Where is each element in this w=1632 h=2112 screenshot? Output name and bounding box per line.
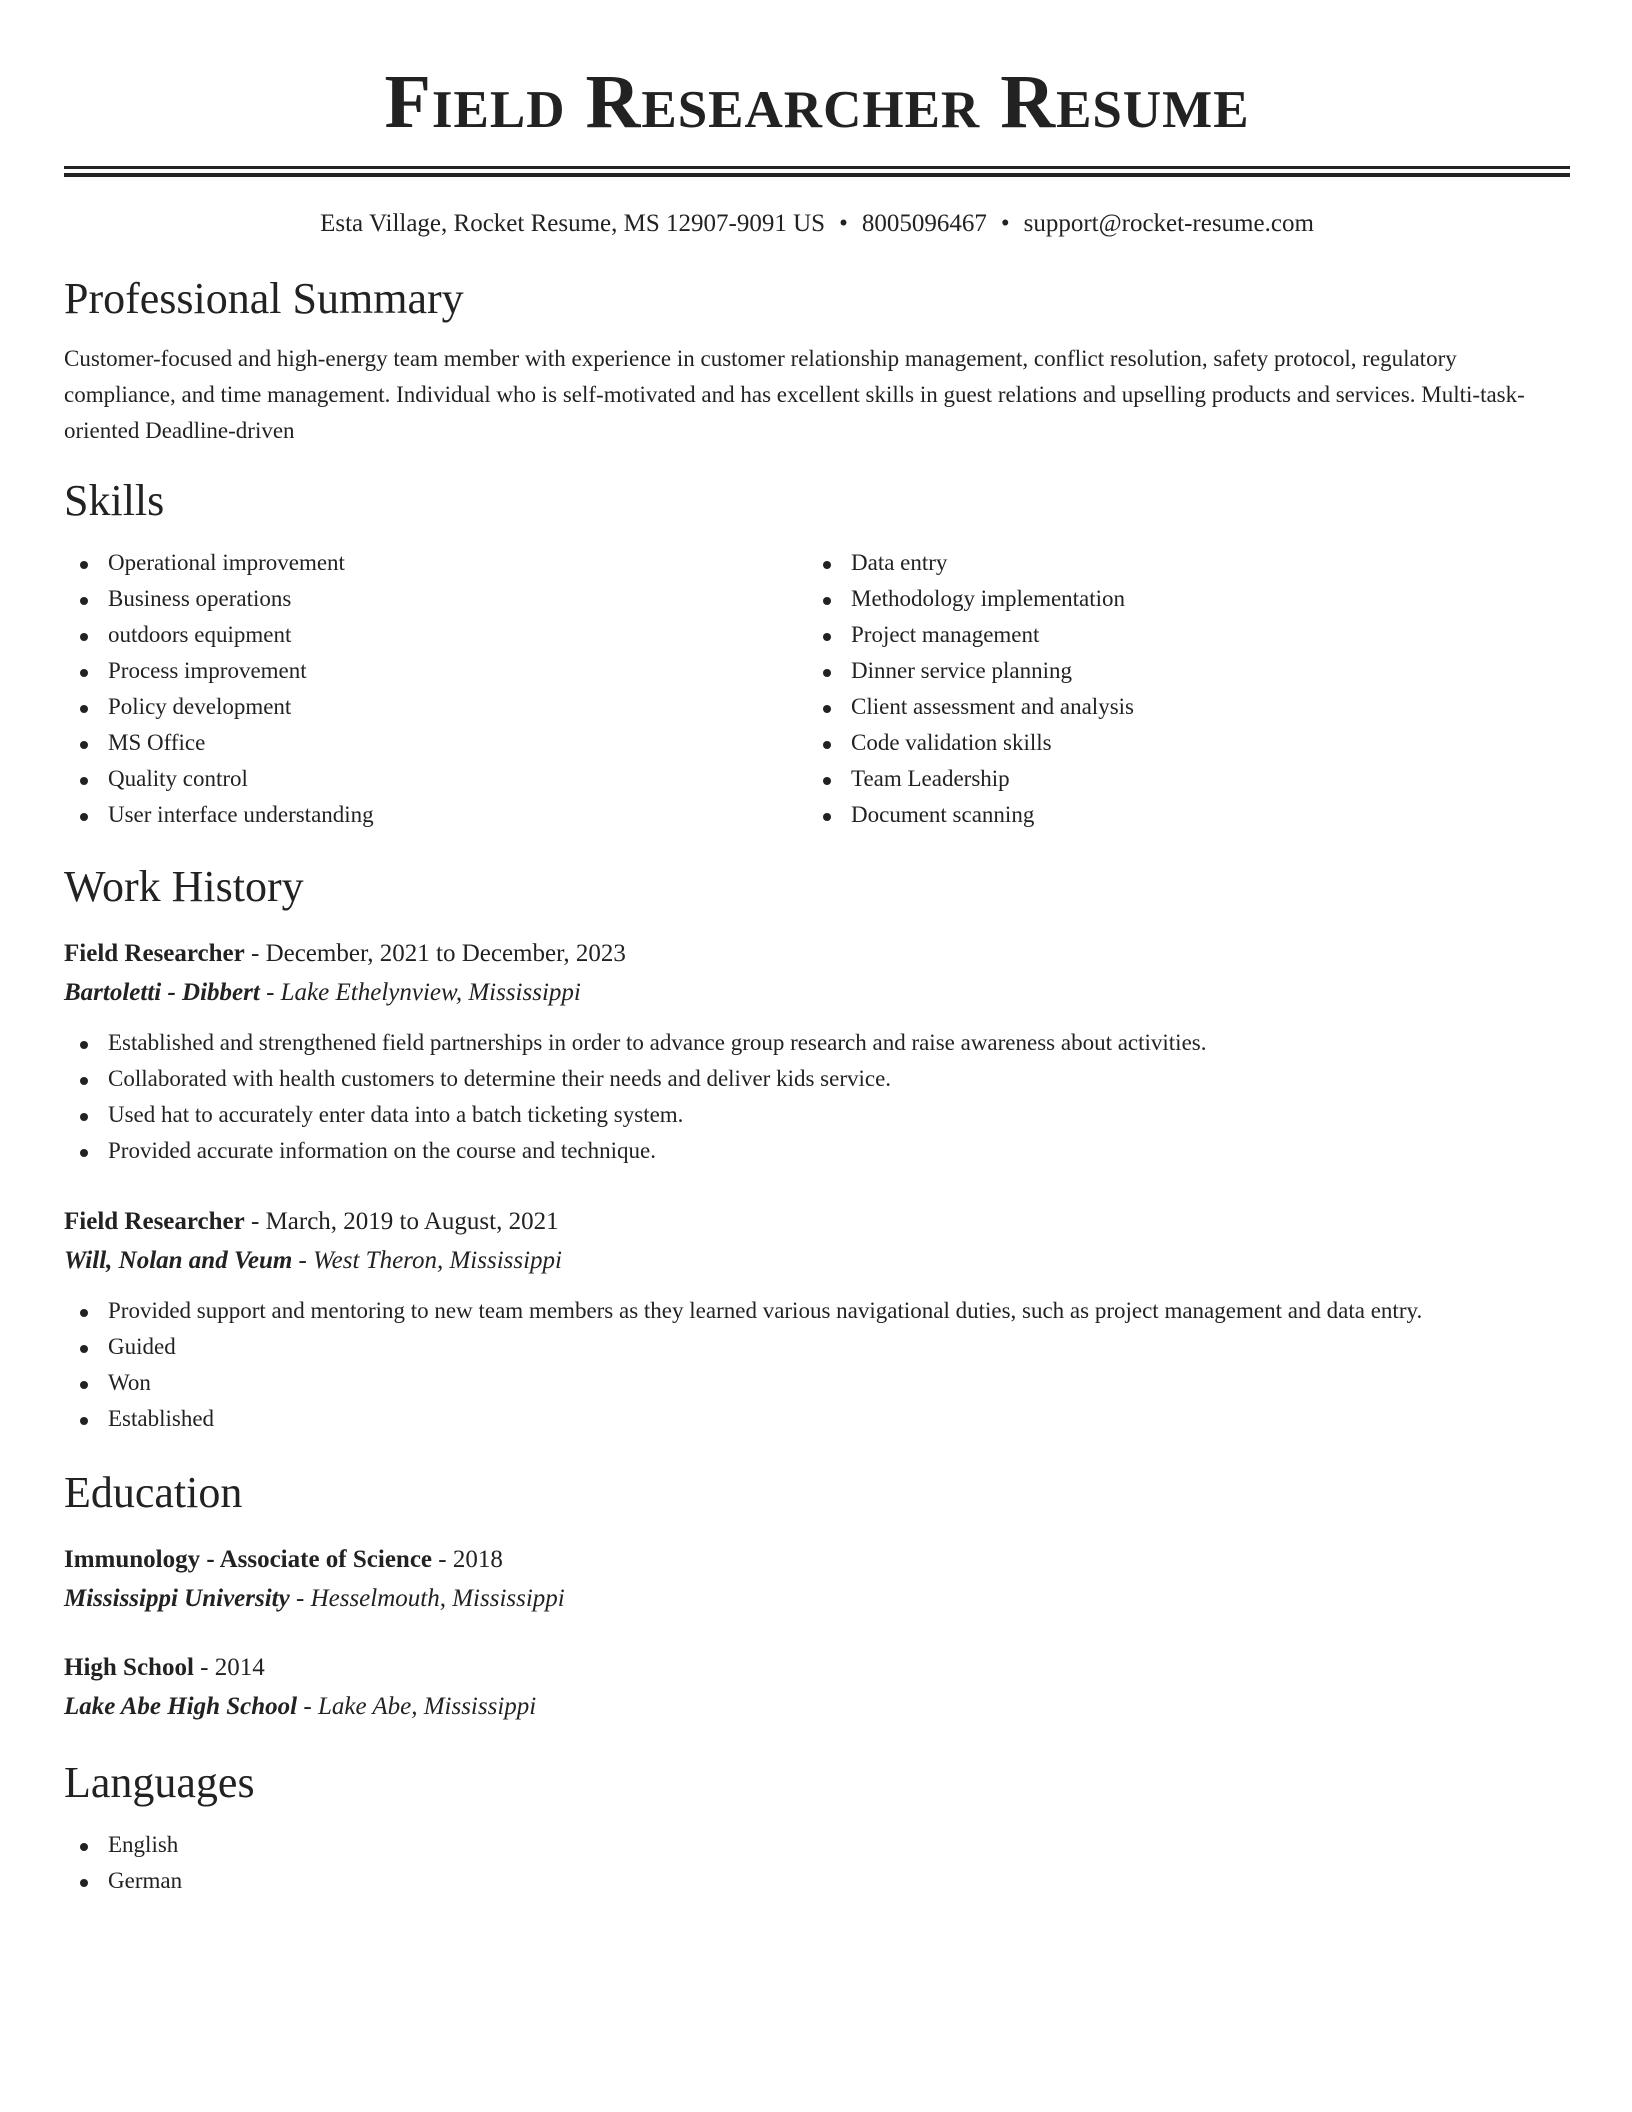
job-role-line: Field Researcher - December, 2021 to December, 2023 xyxy=(64,940,626,967)
skills-column-right xyxy=(807,545,1550,833)
job-company-line: Will, Nolan and Veum - West Theron, Mississippi xyxy=(64,1247,563,1274)
job-bullet: Guided xyxy=(64,1329,1570,1365)
job-bullet: Provided support and mentoring to new team members as they learned various navigational duties, such as project management and data entry. xyxy=(64,1293,1570,1329)
skills-heading: Skills xyxy=(64,476,165,525)
job-bullet: Established and strengthened field partnerships in order to advance group research and raise awareness about activities. xyxy=(64,1025,1570,1061)
skill-item: Quality control xyxy=(64,761,807,797)
job-bullet: Collaborated with health customers to determine their needs and deliver kids service. xyxy=(64,1061,1570,1097)
job-bullet: Established xyxy=(64,1401,1570,1437)
skill-item: outdoors equipment xyxy=(64,617,807,653)
job-entry xyxy=(64,1203,1570,1437)
education-school-line: Mississippi University - Hesselmouth, Mississippi xyxy=(64,1585,565,1612)
skill-item: Document scanning xyxy=(807,797,1550,833)
contact-separator: • xyxy=(839,210,848,237)
work-history-section xyxy=(64,861,1570,1437)
skill-item: Business operations xyxy=(64,581,807,617)
education-year: 2018 xyxy=(452,1546,503,1573)
skill-item: Process improvement xyxy=(64,653,807,689)
job-company-line: Bartoletti - Dibbert - Lake Ethelynview, Mississippi xyxy=(64,979,581,1006)
skill-item: Operational improvement xyxy=(64,545,807,581)
education-school: Mississippi University xyxy=(64,1585,290,1612)
job-bullet: Provided accurate information on the course and technique. xyxy=(64,1133,1570,1169)
job-company: Will, Nolan and Veum xyxy=(64,1247,293,1274)
skill-item: Methodology implementation xyxy=(807,581,1550,617)
languages-section xyxy=(64,1757,1570,1899)
skill-item: User interface understanding xyxy=(64,797,807,833)
education-degree-line: Immunology - Associate of Science - 2018 xyxy=(64,1546,503,1573)
contact-separator: • xyxy=(1000,210,1010,237)
skill-item: Policy development xyxy=(64,689,807,725)
languages-heading: Languages xyxy=(64,1758,255,1807)
education-heading: Education xyxy=(64,1468,243,1517)
job-bullets xyxy=(64,1025,1570,1169)
skills-column-left xyxy=(64,545,807,833)
education-degree-line: High School - 2014 xyxy=(64,1654,265,1681)
contact-email: support@rocket-resume.com xyxy=(1023,210,1314,237)
job-location: Lake Ethelynview, Mississippi xyxy=(280,979,581,1006)
resume-title: Field Researcher Resume xyxy=(384,60,1250,144)
languages-list xyxy=(64,1827,1570,1899)
skill-item: Data entry xyxy=(807,545,1550,581)
education-section xyxy=(64,1467,1570,1727)
skill-item: Team Leadership xyxy=(807,761,1550,797)
education-entry xyxy=(64,1541,1570,1619)
contact-phone: 8005096467 xyxy=(861,210,987,237)
skill-item: Project management xyxy=(807,617,1550,653)
summary-heading: Professional Summary xyxy=(64,274,464,323)
education-school: Lake Abe High School xyxy=(64,1693,298,1720)
job-bullets xyxy=(64,1293,1570,1437)
work-history-heading: Work History xyxy=(64,862,304,911)
job-role-line: Field Researcher - March, 2019 to August, 2021 xyxy=(64,1208,559,1235)
job-company: Bartoletti - Dibbert xyxy=(64,979,260,1006)
job-entry xyxy=(64,935,1570,1169)
job-title: Field Researcher xyxy=(64,1208,245,1235)
education-degree: Immunology - Associate of Science xyxy=(64,1546,433,1573)
contact-address: Esta Village, Rocket Resume, MS 12907-9091 US xyxy=(320,210,826,237)
skill-item: Dinner service planning xyxy=(807,653,1550,689)
education-location: Lake Abe, Mississippi xyxy=(317,1693,537,1720)
job-bullet: Won xyxy=(64,1365,1570,1401)
education-location: Hesselmouth, Mississippi xyxy=(310,1585,565,1612)
education-school-line: Lake Abe High School - Lake Abe, Mississippi xyxy=(64,1693,537,1720)
job-dates: March, 2019 to August, 2021 xyxy=(265,1208,559,1235)
skills-section xyxy=(64,475,1570,833)
job-location: West Theron, Mississippi xyxy=(313,1247,563,1274)
summary-text: Customer-focused and high-energy team member with experience in customer relationship management, conflict resolution, safety protocol, regulatory compliance, and time management. Individual who is self-motivated and has excellent skills in guest relations and upselling products and services. Multi-task-oriented Deadline-driven xyxy=(64,346,1525,443)
education-year: 2014 xyxy=(214,1654,265,1681)
job-bullet: Used hat to accurately enter data into a batch ticketing system. xyxy=(64,1097,1570,1133)
language-item: German xyxy=(64,1863,1570,1899)
job-title: Field Researcher xyxy=(64,940,245,967)
resume-page xyxy=(64,0,1570,1899)
summary-section xyxy=(64,273,1570,449)
contact-line xyxy=(64,207,1570,241)
language-item: English xyxy=(64,1827,1570,1863)
skill-item: Client assessment and analysis xyxy=(807,689,1550,725)
skill-item: Code validation skills xyxy=(807,725,1550,761)
education-degree: High School xyxy=(64,1654,194,1681)
title-divider xyxy=(64,166,1570,177)
skills-grid xyxy=(64,545,1570,833)
job-dates: December, 2021 to December, 2023 xyxy=(265,940,626,967)
education-entry xyxy=(64,1649,1570,1727)
skill-item: MS Office xyxy=(64,725,807,761)
